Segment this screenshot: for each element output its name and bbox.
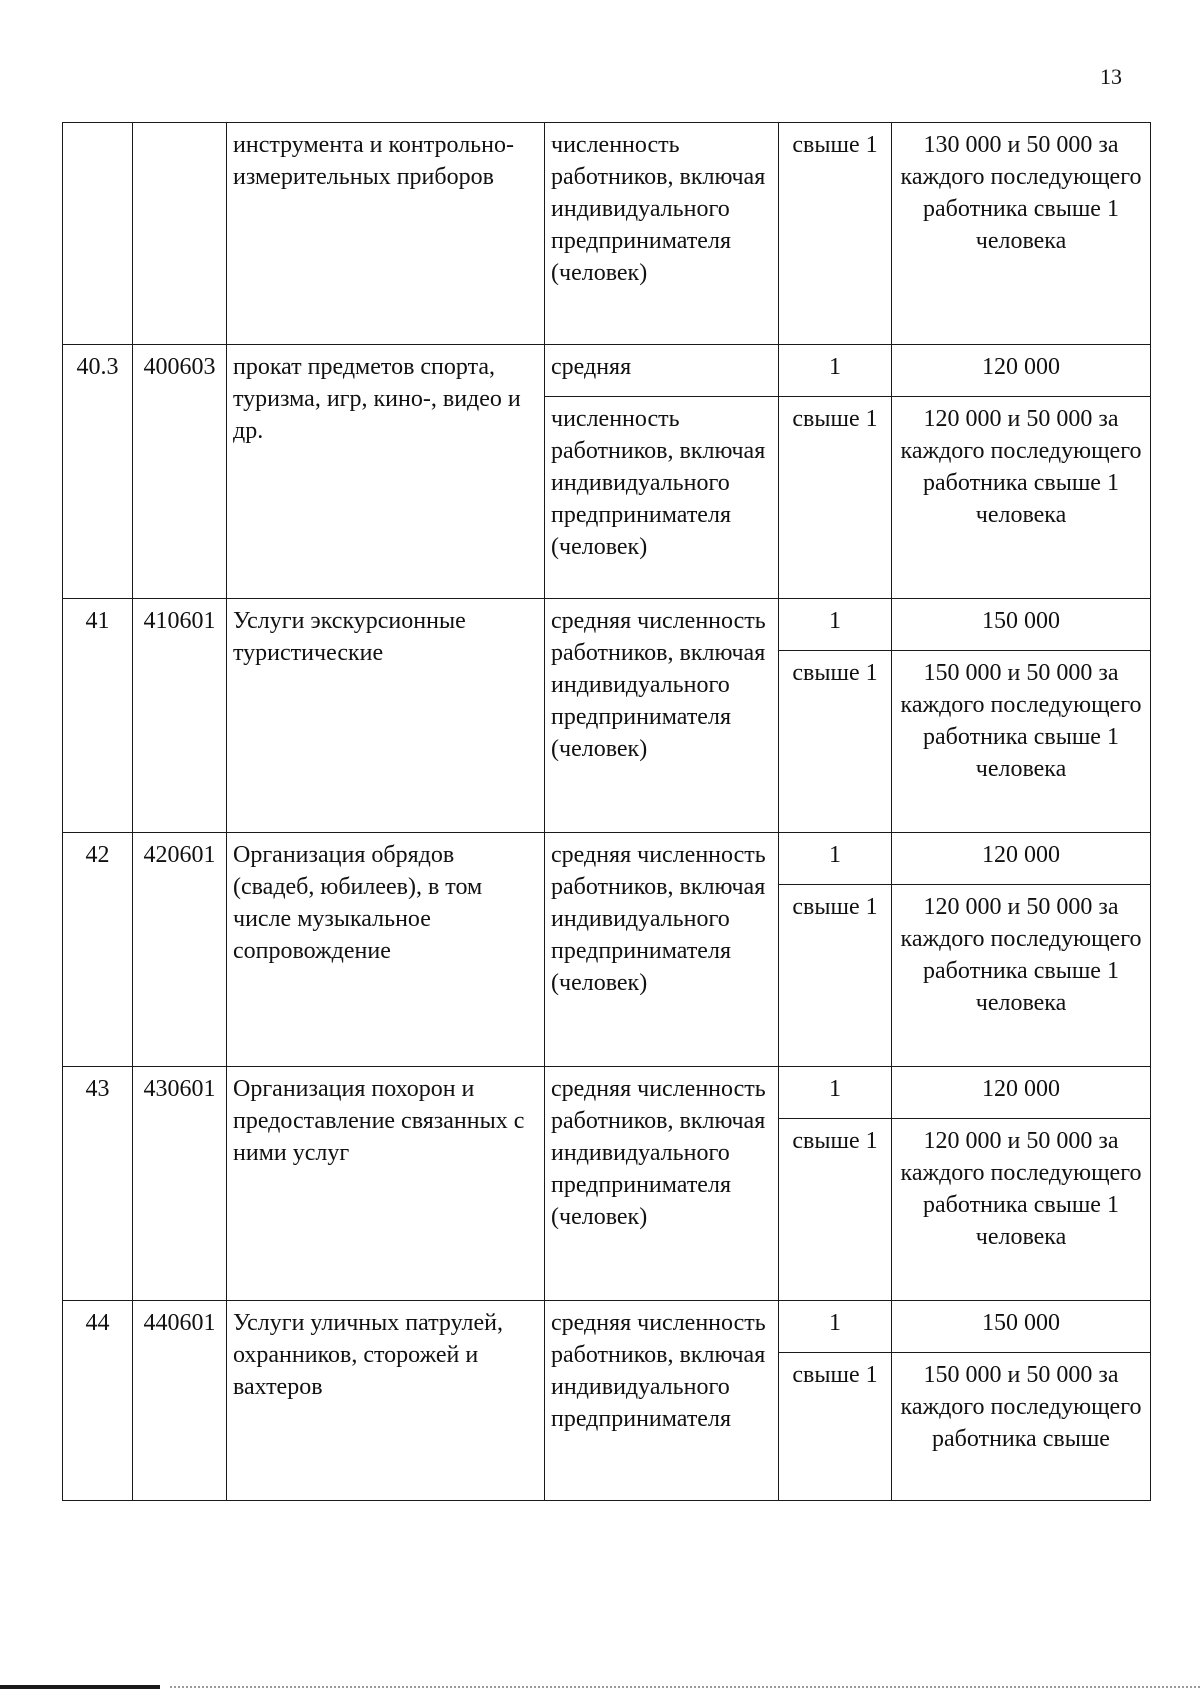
base-income-value: 150 000 и 50 000 за каждого последующего работника свыше bbox=[892, 1353, 1151, 1501]
physical-indicator: средняя численность работников, включая индивидуального предпринимателя bbox=[545, 1301, 779, 1501]
indicator-quantity: 1 bbox=[779, 1301, 892, 1353]
physical-indicator: средняя bbox=[545, 345, 779, 397]
table-row bbox=[63, 1067, 1151, 1119]
indicator-quantity: свыше 1 bbox=[779, 397, 892, 599]
base-income-value: 150 000 bbox=[892, 1301, 1151, 1353]
base-income-value: 150 000 и 50 000 за каждого последующего работника свыше 1 человека bbox=[892, 651, 1151, 833]
table-row bbox=[63, 1301, 1151, 1353]
row-number: 41 bbox=[63, 599, 133, 833]
base-income-value: 120 000 bbox=[892, 345, 1151, 397]
indicator-quantity: 1 bbox=[779, 599, 892, 651]
activity-description: прокат предметов спорта, туризма, игр, кино-, видео и др. bbox=[227, 345, 545, 599]
row-number: 40.3 bbox=[63, 345, 133, 599]
table-row bbox=[63, 599, 1151, 651]
indicator-quantity: 1 bbox=[779, 345, 892, 397]
tariff-table bbox=[62, 122, 1151, 1501]
activity-code: 420601 bbox=[133, 833, 227, 1067]
activity-code: 430601 bbox=[133, 1067, 227, 1301]
table-row bbox=[63, 345, 1151, 397]
indicator-quantity: свыше 1 bbox=[779, 1119, 892, 1301]
base-income-value: 150 000 bbox=[892, 599, 1151, 651]
indicator-quantity: свыше 1 bbox=[779, 651, 892, 833]
physical-indicator: численность работников, включая индивидуального предпринимателя (человек) bbox=[545, 397, 779, 599]
indicator-quantity: 1 bbox=[779, 833, 892, 885]
activity-code: 410601 bbox=[133, 599, 227, 833]
base-income-value: 130 000 и 50 000 за каждого последующего работника свыше 1 человека bbox=[892, 123, 1151, 345]
indicator-quantity: свыше 1 bbox=[779, 885, 892, 1067]
indicator-quantity: свыше 1 bbox=[779, 1353, 892, 1501]
scan-edge-mark bbox=[0, 1685, 160, 1689]
base-income-value: 120 000 и 50 000 за каждого последующего работника свыше 1 человека bbox=[892, 1119, 1151, 1301]
physical-indicator: численность работников, включая индивидуального предпринимателя (человек) bbox=[545, 123, 779, 345]
indicator-quantity: 1 bbox=[779, 1067, 892, 1119]
activity-code: 400603 bbox=[133, 345, 227, 599]
base-income-value: 120 000 bbox=[892, 1067, 1151, 1119]
activity-description: Услуги экскурсионные туристические bbox=[227, 599, 545, 833]
row-number: 43 bbox=[63, 1067, 133, 1301]
scan-dotted-line bbox=[170, 1686, 1200, 1688]
activity-description: Услуги уличных патрулей, охранников, сторожей и вахтеров bbox=[227, 1301, 545, 1501]
physical-indicator: средняя численность работников, включая индивидуального предпринимателя (человек) bbox=[545, 1067, 779, 1301]
table-row bbox=[63, 833, 1151, 885]
activity-description: Организация обрядов (свадеб, юбилеев), в том числе музыкальное сопровождение bbox=[227, 833, 545, 1067]
activity-code bbox=[133, 123, 227, 345]
page-number: 13 bbox=[1100, 64, 1122, 89]
indicator-quantity: свыше 1 bbox=[779, 123, 892, 345]
physical-indicator: средняя численность работников, включая индивидуального предпринимателя (человек) bbox=[545, 599, 779, 833]
base-income-value: 120 000 и 50 000 за каждого последующего работника свыше 1 человека bbox=[892, 397, 1151, 599]
base-income-value: 120 000 и 50 000 за каждого последующего работника свыше 1 человека bbox=[892, 885, 1151, 1067]
row-number: 42 bbox=[63, 833, 133, 1067]
row-number bbox=[63, 123, 133, 345]
row-number: 44 bbox=[63, 1301, 133, 1501]
activity-code: 440601 bbox=[133, 1301, 227, 1501]
physical-indicator: средняя численность работников, включая индивидуального предпринимателя (человек) bbox=[545, 833, 779, 1067]
activity-description: инструмента и контрольно-измерительных приборов bbox=[227, 123, 545, 345]
base-income-value: 120 000 bbox=[892, 833, 1151, 885]
activity-description: Организация похорон и предоставление связанных с ними услуг bbox=[227, 1067, 545, 1301]
table-row bbox=[63, 123, 1151, 345]
